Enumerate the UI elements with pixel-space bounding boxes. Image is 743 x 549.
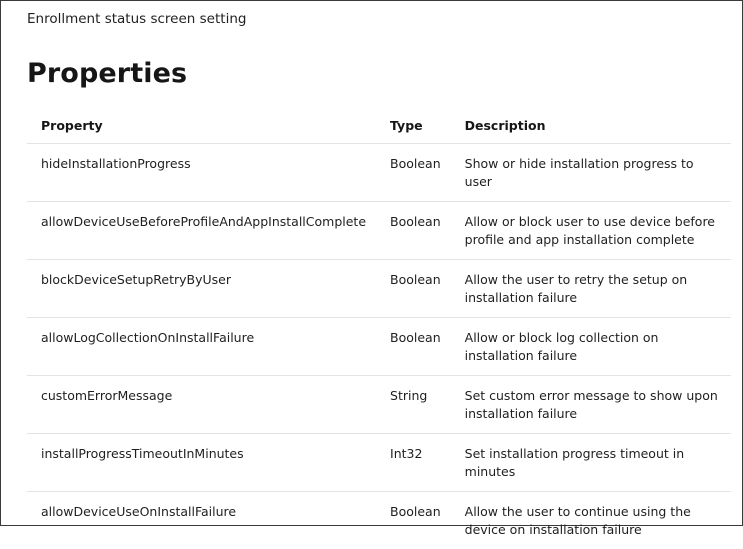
table-row (27, 202, 731, 260)
property-cell: allowDeviceUseOnInstallFailure (27, 492, 376, 549)
column-header-property: Property (27, 108, 376, 144)
type-cell: Int32 (376, 434, 451, 492)
table-row (27, 434, 731, 492)
description-cell: Set custom error message to show upon installation failure (451, 376, 731, 434)
description-cell: Allow or block user to use device before profile and app installation complete (451, 202, 731, 260)
type-cell: String (376, 376, 451, 434)
properties-table (27, 108, 731, 549)
table-row (27, 260, 731, 318)
description-cell: Allow the user to continue using the device on installation failure (451, 492, 731, 549)
property-cell: hideInstallationProgress (27, 144, 376, 202)
description-cell: Show or hide installation progress to user (451, 144, 731, 202)
type-cell: Boolean (376, 260, 451, 318)
table-header-row (27, 108, 731, 144)
type-cell: Boolean (376, 492, 451, 549)
description-cell: Allow or block log collection on installation failure (451, 318, 731, 376)
table-row (27, 318, 731, 376)
table-row (27, 144, 731, 202)
type-cell: Boolean (376, 202, 451, 260)
property-cell: allowDeviceUseBeforeProfileAndAppInstallComplete (27, 202, 376, 260)
column-header-description: Description (451, 108, 731, 144)
property-cell: customErrorMessage (27, 376, 376, 434)
table-row (27, 376, 731, 434)
property-cell: blockDeviceSetupRetryByUser (27, 260, 376, 318)
breadcrumb: Enrollment status screen setting (27, 11, 246, 27)
property-cell: installProgressTimeoutInMinutes (27, 434, 376, 492)
type-cell: Boolean (376, 144, 451, 202)
description-cell: Allow the user to retry the setup on installation failure (451, 260, 731, 318)
type-cell: Boolean (376, 318, 451, 376)
property-cell: allowLogCollectionOnInstallFailure (27, 318, 376, 376)
table-row (27, 492, 731, 549)
column-header-type: Type (376, 108, 451, 144)
page-title: Properties (27, 58, 187, 89)
description-cell: Set installation progress timeout in minutes (451, 434, 731, 492)
